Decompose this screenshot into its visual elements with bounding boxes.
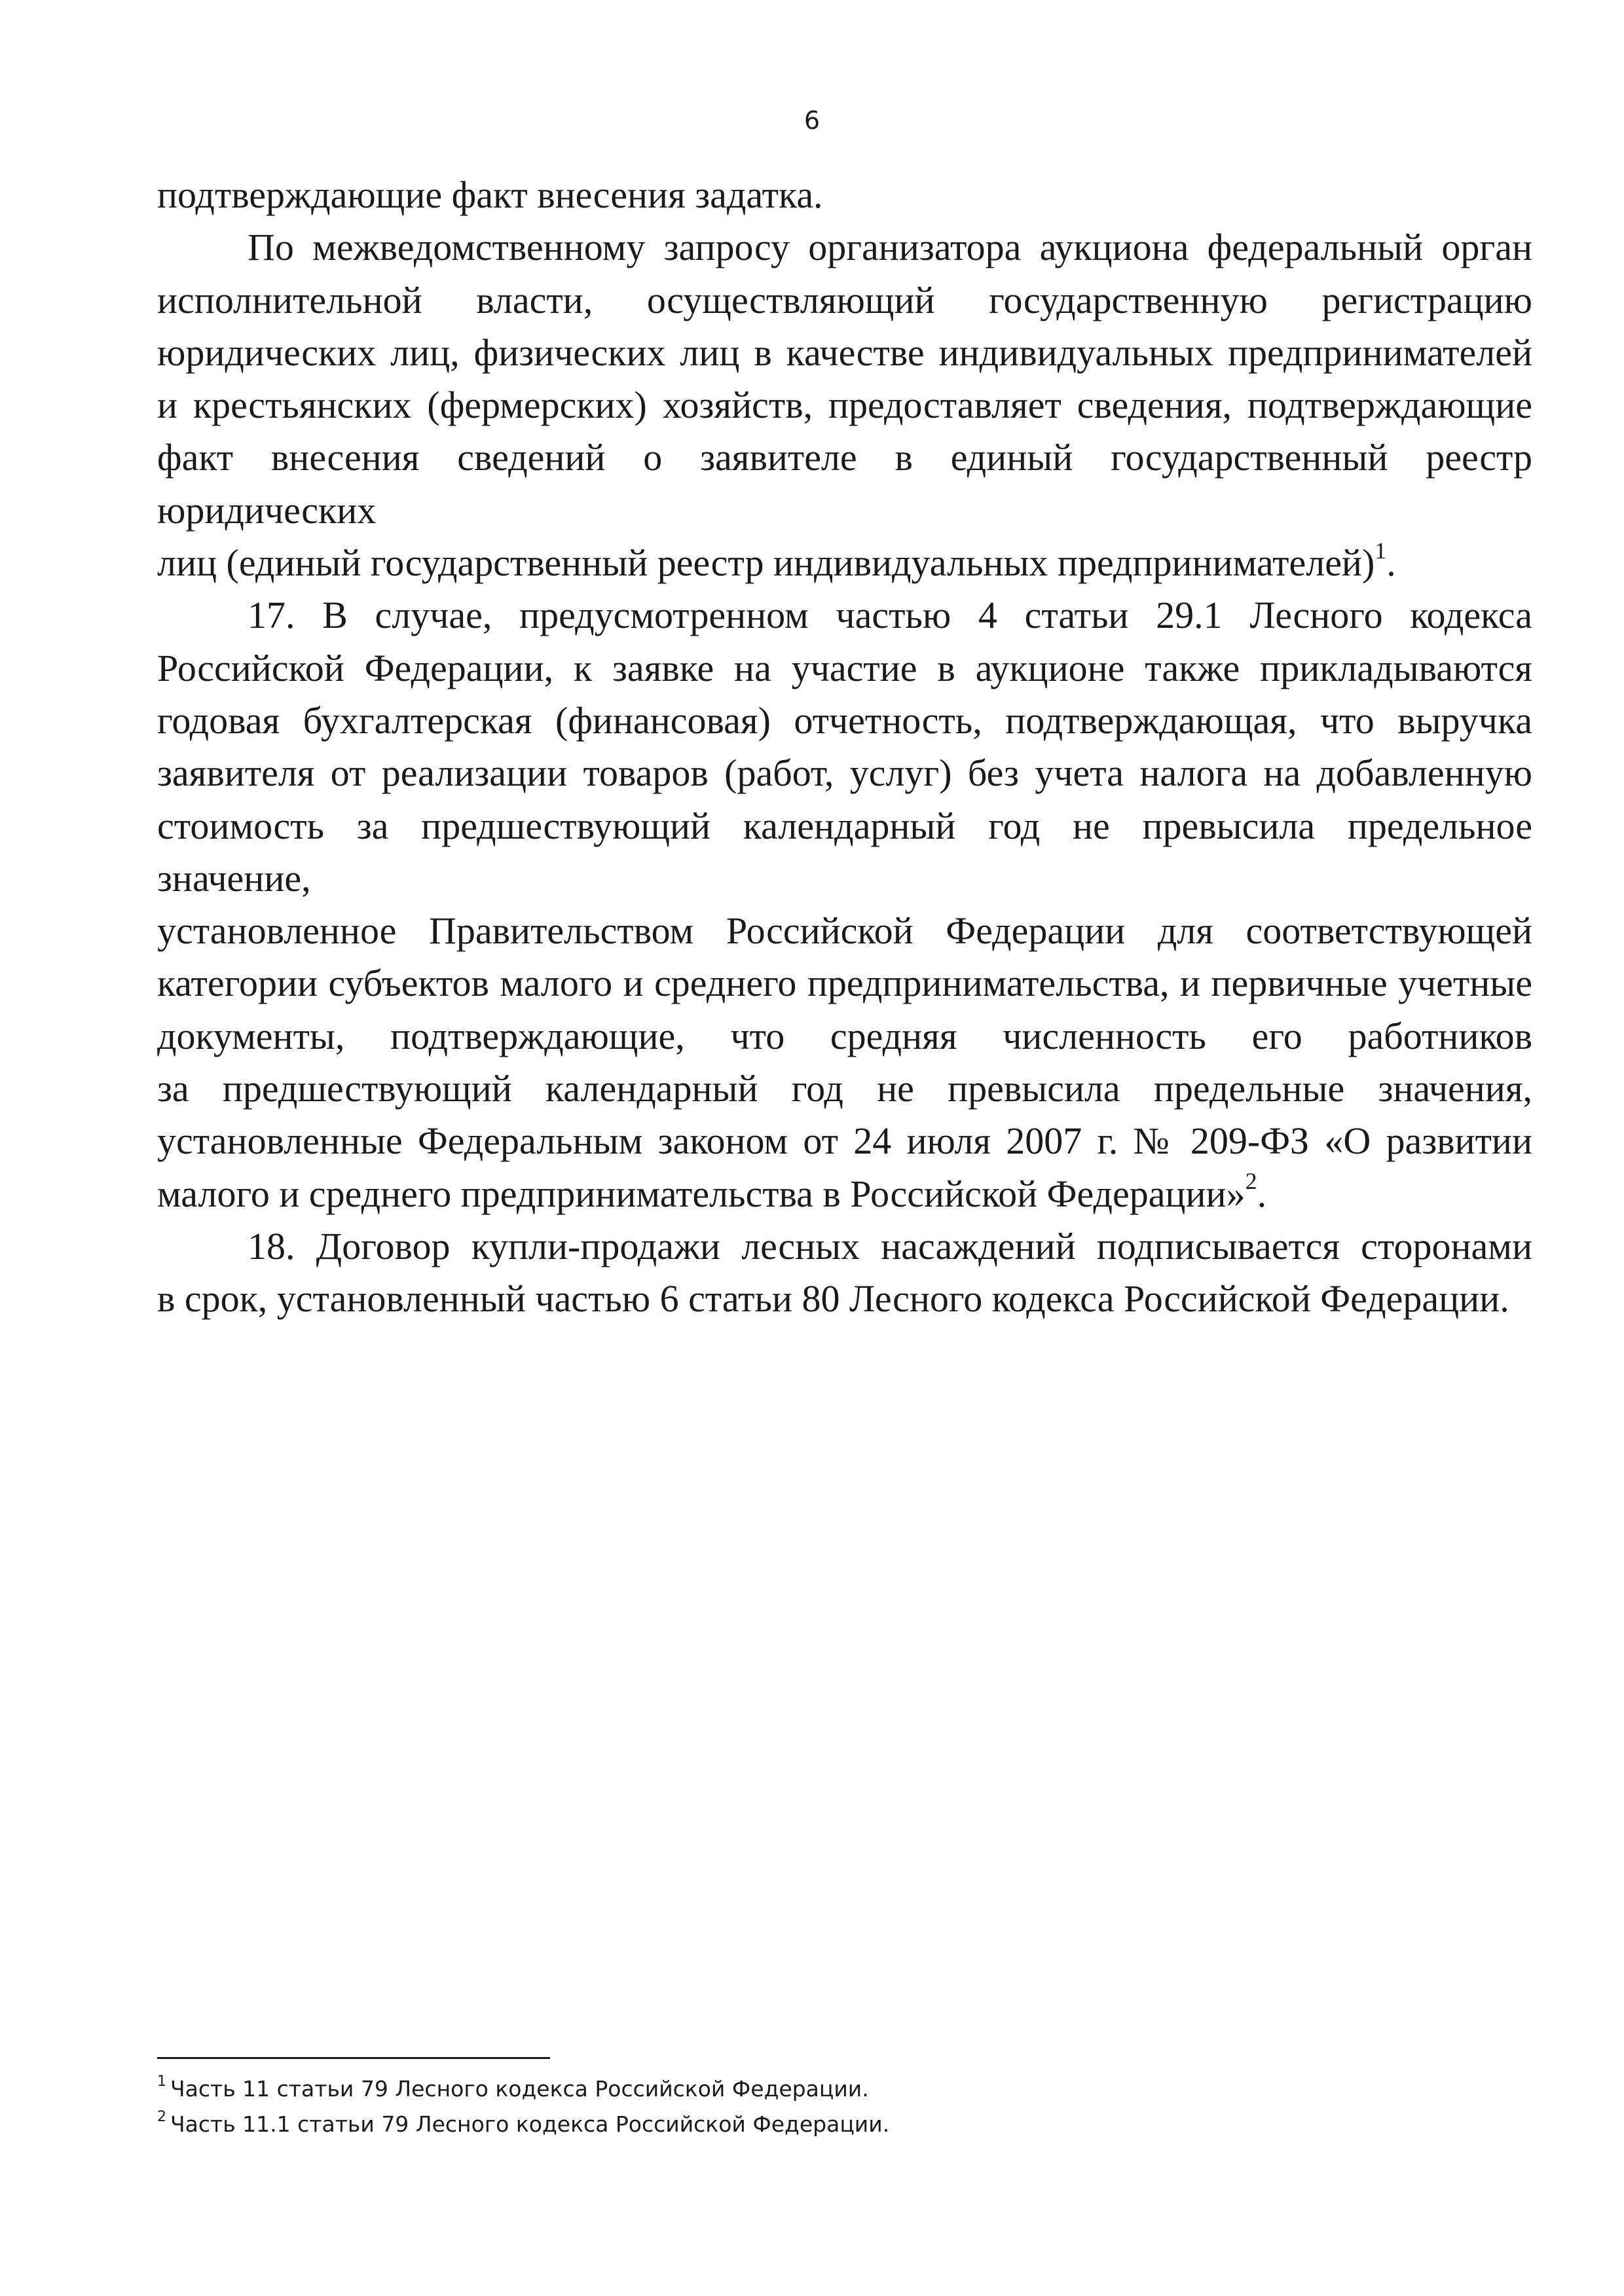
footnote-text: Часть 11 статьи 79 Лесного кодекса Российской Федерации. — [170, 2076, 869, 2102]
paragraph-2 — [157, 221, 1532, 589]
footnote-text: Часть 11.1 статьи 79 Лесного кодекса Российской Федерации. — [170, 2111, 890, 2137]
text-line: категории субъектов малого и среднего предпринимательства, и первичные учетные — [157, 962, 1532, 1005]
text-line: стоимость за предшествующий календарный год не превысила предельное значение, — [157, 804, 1532, 900]
text-line: документы, подтверждающие, что средняя численность его работников — [157, 1014, 1532, 1057]
footnote-1 — [157, 2071, 1532, 2107]
text-line-content: малого и среднего предпринимательства в Российской Федерации» — [157, 1172, 1246, 1215]
footnote-2 — [157, 2107, 1532, 2142]
text-line: годовая бухгалтерская (финансовая) отчетность, подтверждающая, что выручка — [157, 699, 1532, 742]
sentence-end: . — [1257, 1172, 1267, 1215]
sentence-end: . — [1386, 541, 1396, 585]
paragraph-18 — [157, 1220, 1532, 1326]
text-line: 17. В случае, предусмотренном частью 4 статьи 29.1 Лесного кодекса — [248, 594, 1532, 637]
paragraph-17 — [157, 589, 1532, 1220]
text-line: за предшествующий календарный год не превысила предельные значения, — [157, 1067, 1532, 1110]
footnote-ref-2: 2 — [1245, 1168, 1257, 1195]
text-line: юридических лиц, физических лиц в качестве индивидуальных предпринимателей — [157, 331, 1532, 374]
footnote-marker: 2 — [157, 2109, 166, 2125]
text-line: По межведомственному запросу организатора аукциона федеральный орган — [248, 226, 1532, 269]
text-line: установленные Федеральным законом от 24 июля 2007 г. № 209-ФЗ «О развитии — [157, 1120, 1532, 1163]
text-line-content: лиц (единый государственный реестр индивидуальных предпринимателей) — [157, 541, 1375, 585]
document-body — [157, 169, 1532, 1326]
text-line: и крестьянских (фермерских) хозяйств, предоставляет сведения, подтверждающие — [157, 384, 1532, 427]
text-line — [157, 1168, 1532, 1220]
text-line: исполнительной власти, осуществляющий государственную регистрацию — [157, 278, 1532, 321]
text-line: подтверждающие факт внесения задатка. — [157, 173, 823, 216]
footnote-separator — [157, 2057, 550, 2059]
text-line: 18. Договор купли-продажи лесных насаждений подписывается сторонами — [248, 1224, 1532, 1267]
text-line: установленное Правительством Российской Федерации для соответствующей — [157, 909, 1532, 953]
text-line: в срок, установленный частью 6 статьи 80 Лесного кодекса Российской Федерации. — [157, 1277, 1509, 1321]
text-line: Российской Федерации, к заявке на участие в аукционе также прикладываются — [157, 646, 1532, 689]
footnotes — [157, 2071, 1532, 2142]
footnote-marker: 1 — [157, 2073, 166, 2090]
page-number: 6 — [803, 106, 821, 135]
text-line — [157, 537, 1532, 589]
text-line: заявителя от реализации товаров (работ, услуг) без учета налога на добавленную — [157, 752, 1532, 795]
footnote-ref-1: 1 — [1375, 537, 1387, 564]
text-line: факт внесения сведений о заявителе в единый государственный реестр юридических — [157, 436, 1532, 532]
paragraph-1 — [157, 169, 1532, 221]
